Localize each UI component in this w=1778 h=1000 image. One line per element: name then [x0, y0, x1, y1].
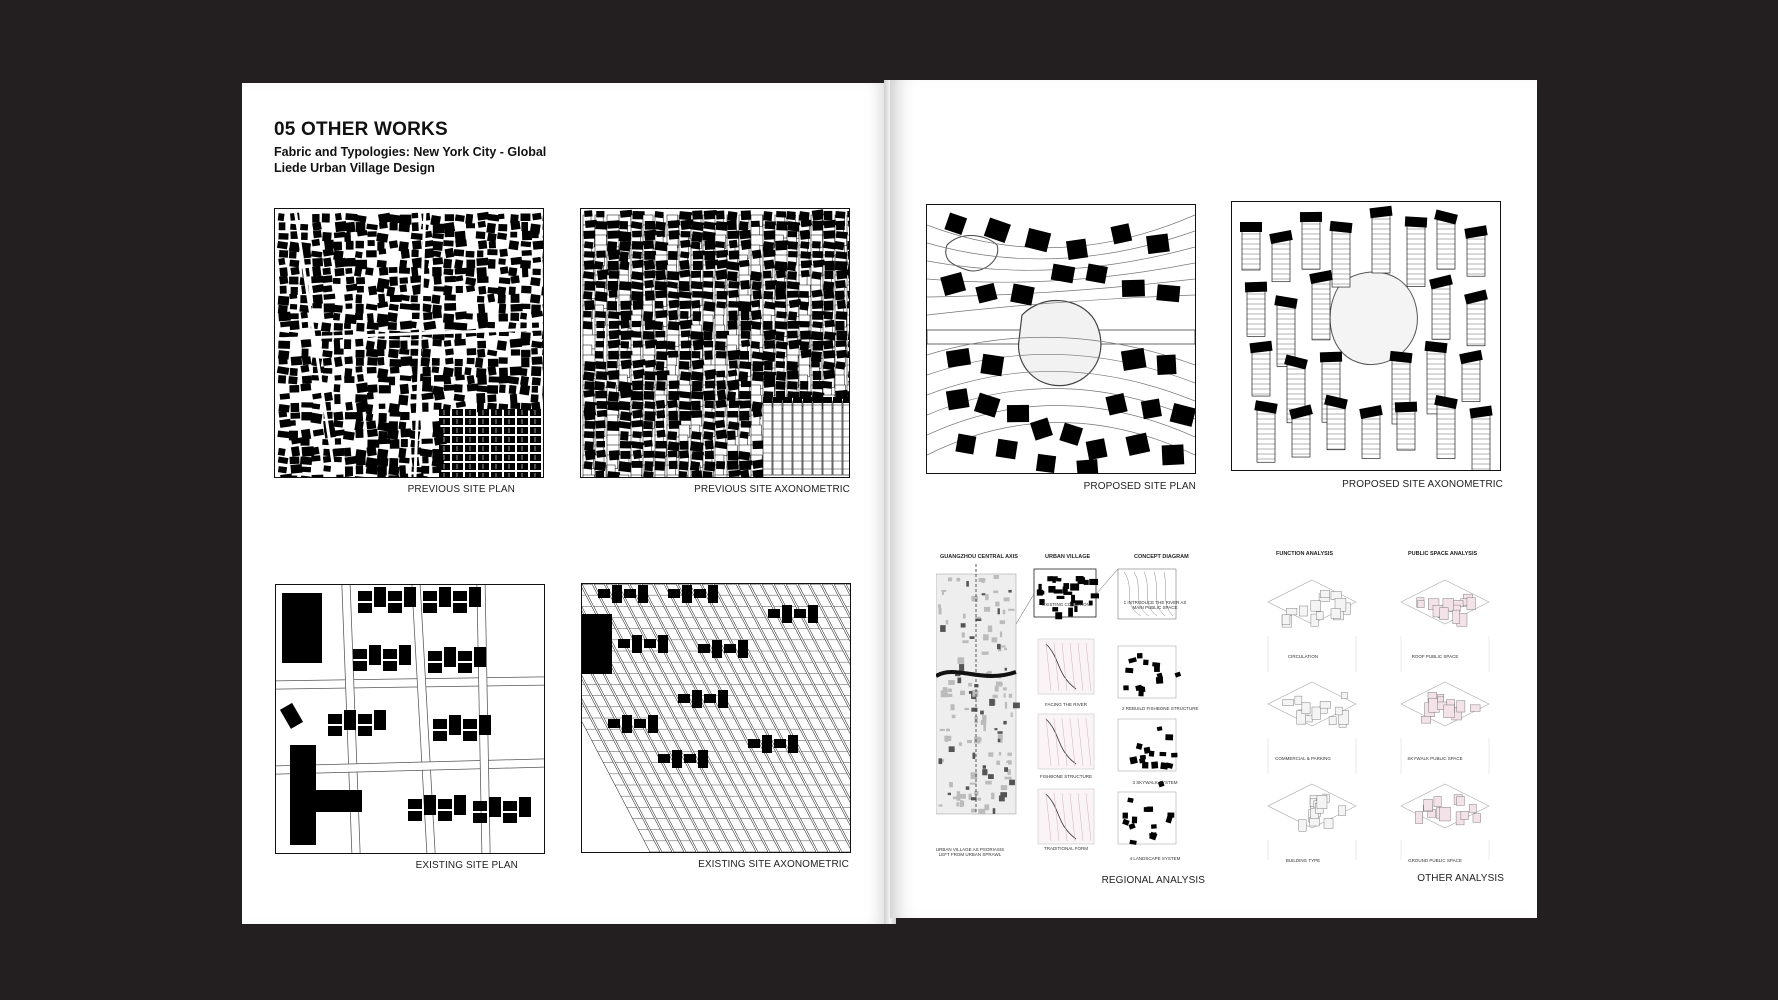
caption-existing-site-axonometric: EXISTING SITE AXONOMETRIC — [698, 859, 849, 870]
regional-head-axis: GUANGZHOU CENTRAL AXIS — [940, 554, 1018, 560]
caption-proposed-site-plan: PROPOSED SITE PLAN — [1083, 481, 1196, 492]
right-page — [890, 80, 1537, 918]
other-analysis-diagram — [1240, 560, 1510, 860]
village-label-2: FACING THE RIVER — [1045, 702, 1087, 707]
village-label-4: TRADITIONAL FORM — [1043, 846, 1089, 851]
other-head-public: PUBLIC SPACE ANALYSIS — [1408, 551, 1478, 557]
public-label-2: SKYWALK PUBLIC SPACE — [1407, 756, 1463, 761]
regional-axis-note: URBAN VILLAGE AS PSORIASIS LEFT FROM URBAN SPRAWL — [935, 847, 1005, 857]
public-label-1: ROOF PUBLIC SPACE — [1411, 654, 1459, 659]
caption-previous-site-plan: PREVIOUS SITE PLAN — [407, 484, 515, 495]
village-label-1: EXISTING CONDITION — [1042, 602, 1090, 607]
regional-head-village: URBAN VILLAGE — [1045, 554, 1091, 560]
previous-site-axonometric-drawing — [580, 208, 850, 478]
existing-site-axonometric-drawing — [581, 583, 851, 853]
function-label-1: CIRCULATION — [1287, 654, 1319, 659]
caption-regional-analysis: REGIONAL ANALYSIS — [1101, 875, 1205, 886]
caption-other-analysis: OTHER ANALYSIS — [1417, 873, 1504, 884]
caption-previous-site-axonometric: PREVIOUS SITE AXONOMETRIC — [694, 484, 850, 495]
caption-proposed-site-axonometric: PROPOSED SITE AXONOMETRIC — [1342, 479, 1503, 490]
public-label-3: GROUND PUBLIC SPACE — [1408, 858, 1462, 863]
subtitle-project-2: Liede Urban Village Design — [274, 161, 435, 175]
concept-label-4: 4 LANDSCAPE SYSTEM — [1129, 856, 1181, 861]
function-label-2: COMMERCIAL & PARKING — [1275, 756, 1331, 761]
concept-label-3: 3 SKYWALK SYSTEM — [1132, 780, 1178, 785]
caption-existing-site-plan: EXISTING SITE PLAN — [415, 860, 518, 871]
regional-head-concept: CONCEPT DIAGRAM — [1134, 554, 1189, 560]
other-head-function: FUNCTION ANALYSIS — [1276, 551, 1334, 557]
proposed-site-plan-drawing — [926, 204, 1196, 474]
function-label-3: BUILDING TYPE — [1285, 858, 1321, 863]
concept-label-2: 2 REBUILD FISHBONE STRUCTURE — [1122, 706, 1199, 711]
left-page — [242, 83, 890, 924]
previous-site-plan-drawing — [274, 208, 544, 478]
concept-label-1: 1 INTRODUCE THE RIVER AS MAIN PUBLIC SPACE — [1123, 600, 1187, 610]
subtitle-project-1: Fabric and Typologies: New York City - Global — [274, 145, 547, 159]
village-label-3: FISHBONE STRUCTURE — [1039, 774, 1092, 779]
section-title: 05 OTHER WORKS — [274, 119, 448, 140]
proposed-site-axonometric-drawing — [1231, 201, 1501, 471]
existing-site-plan-drawing — [275, 584, 545, 854]
